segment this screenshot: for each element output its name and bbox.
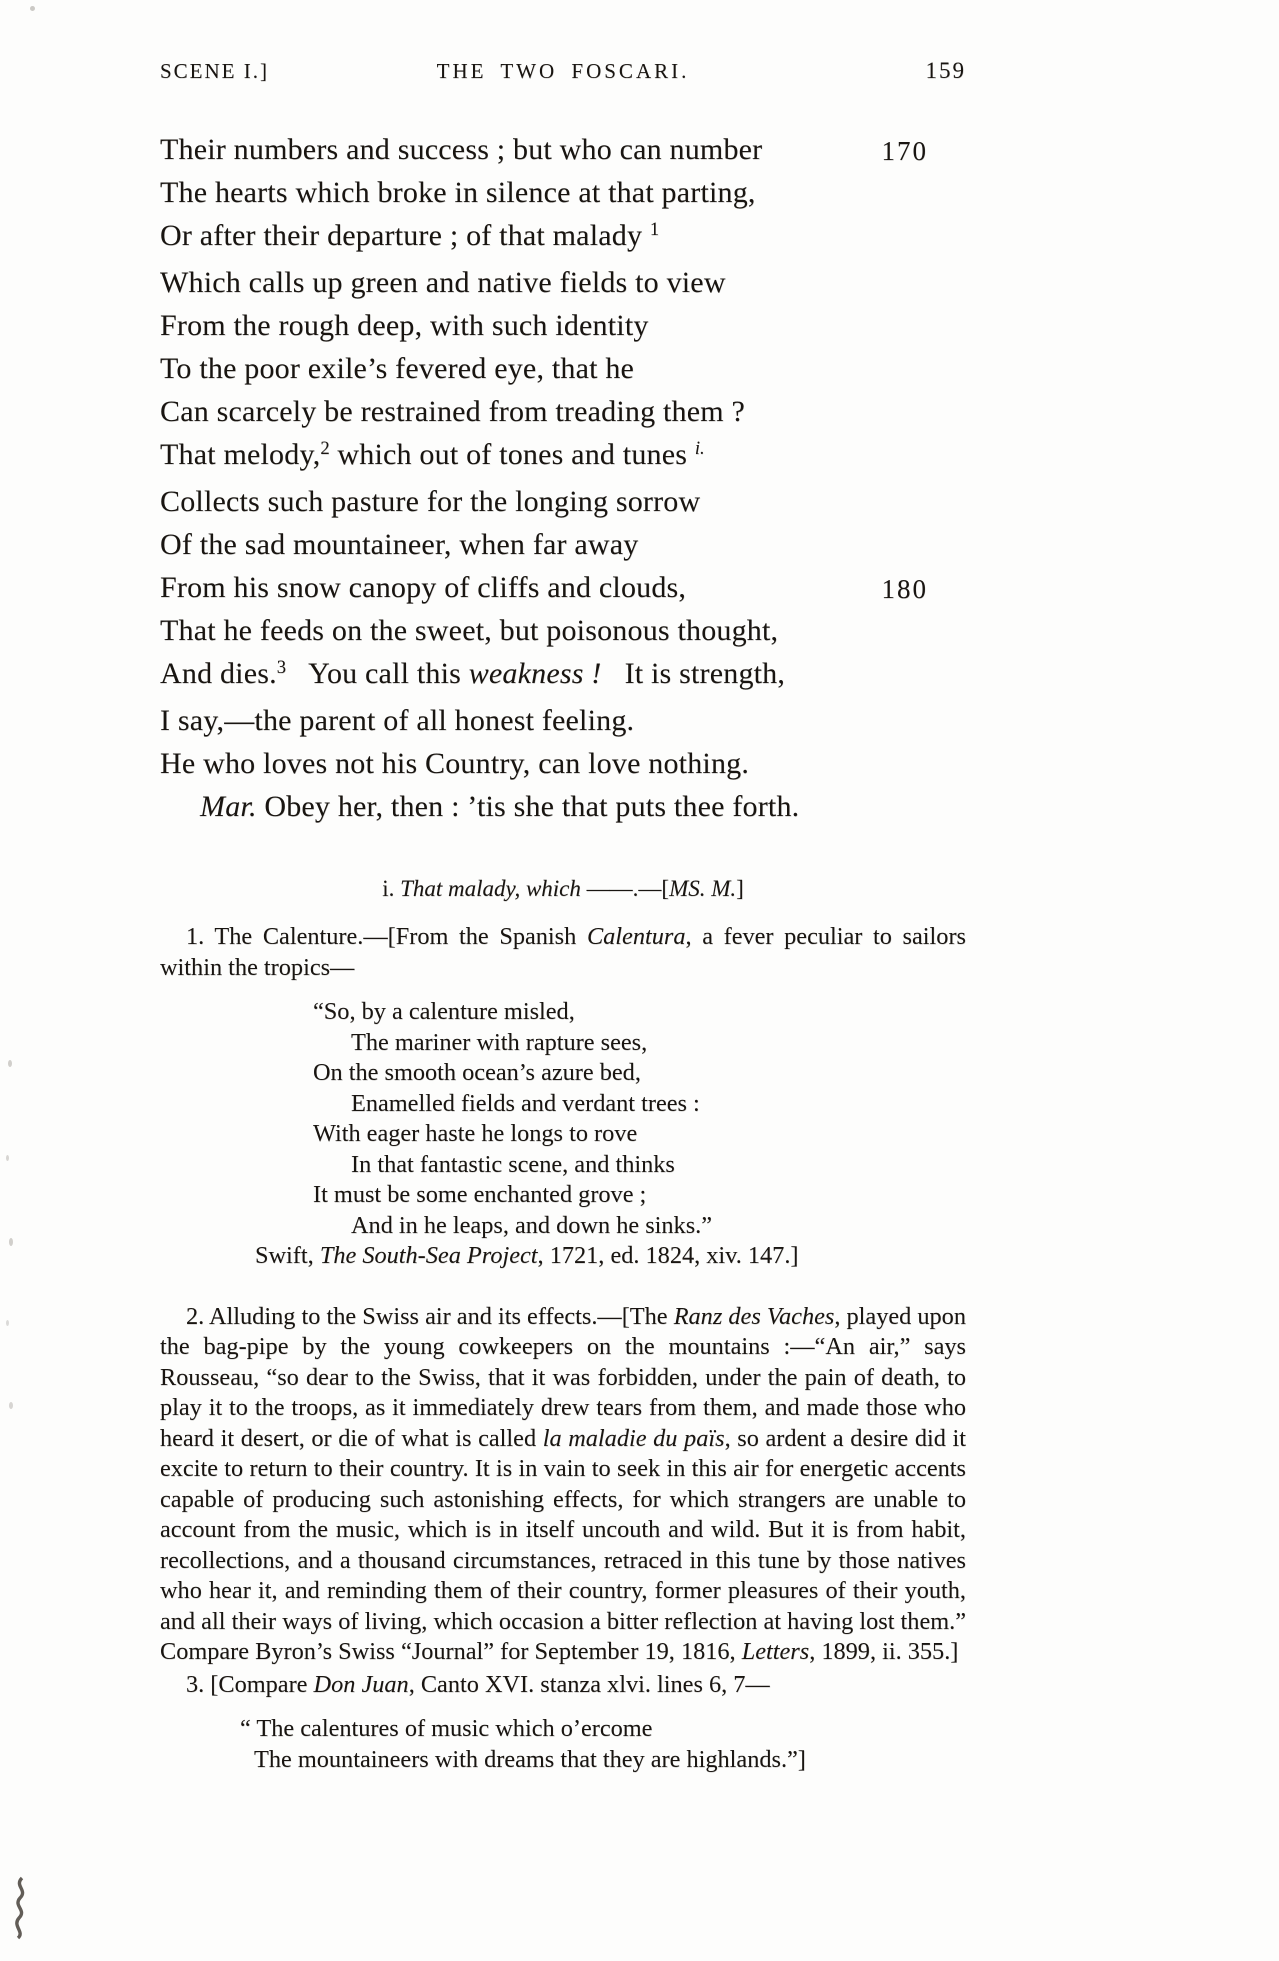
verse-line-text xyxy=(200,790,799,823)
variant-note xyxy=(160,876,966,902)
scan-speck xyxy=(8,1060,12,1067)
text-segment: You call this xyxy=(286,657,469,690)
text-segment: 2. Alluding to the Swiss air and its effects.—[The xyxy=(186,1302,674,1330)
text-segment: , so ardent a desire did it excite to return to their country. It is in vain to seek in this air for energetic accents capable of producing such astonishing effects, for which strangers are unable to account from the music, which is in itself uncouth and wild. But it is from habit, recollections, and a thousand circumstances, retraced in this tune by those natives who hear it, and reminding them of their country, former pleasures of their youth, and all their ways of living, which occasion a bitter reflection at having lost them.” Compare Byron’s Swiss “Journal” for September 19, 1816, xyxy=(160,1424,967,1665)
footnotes xyxy=(160,922,966,1775)
verse-block xyxy=(160,128,966,828)
footnote-quote-line xyxy=(240,1745,966,1776)
verse-line xyxy=(160,523,966,566)
footnote-quote-line xyxy=(313,1119,966,1150)
footnote-quote-line xyxy=(313,1089,966,1120)
verse-line xyxy=(160,433,966,480)
page-content xyxy=(160,0,966,1775)
text-segment: The mariner with rapture sees, xyxy=(351,1028,648,1056)
verse-line xyxy=(160,609,966,652)
text-segment: Enamelled fields and verdant trees : xyxy=(351,1089,700,1117)
text-segment: ——.—[ xyxy=(580,876,670,901)
footnote-quote-line xyxy=(313,1150,966,1181)
text-segment: To the poor exile’s fevered eye, that he xyxy=(160,352,635,385)
text-segment: Letters xyxy=(741,1638,810,1665)
verse-line-text xyxy=(160,528,639,561)
verse-line xyxy=(160,390,966,433)
text-segment: “So, by a calenture misled, xyxy=(313,998,575,1025)
text-segment: , played upon the bag-pipe by the young cowkeepers on the mountains :—“An air,” says Rousseau, “so dear to the Swiss, that it was forbidden, under the pain of death, to play it to the troops, as it immediately drew tears from them, and made those who heard it desert, or die of what is called xyxy=(160,1302,966,1452)
verse-line xyxy=(160,261,966,304)
verse-line-text xyxy=(160,747,749,780)
text-segment: On the smooth ocean’s azure bed, xyxy=(313,1059,641,1086)
verse-line-text xyxy=(160,395,745,428)
verse-line xyxy=(160,214,966,261)
verse-line-text xyxy=(160,266,726,299)
text-segment: From the rough deep, with such identity xyxy=(160,309,649,342)
text-segment: That melody, xyxy=(160,438,321,471)
scan-artifact xyxy=(10,1876,40,1940)
verse-line-text xyxy=(160,657,785,690)
text-segment: la maladie du païs xyxy=(542,1424,725,1452)
text-segment: That he feeds on the sweet, but poisonous thought, xyxy=(160,614,779,647)
text-segment: And in he leaps, and down he sinks.” xyxy=(351,1211,713,1239)
text-segment: , Canto XVI. stanza xlvi. lines 6, 7— xyxy=(408,1670,770,1698)
verse-line-text xyxy=(160,352,634,385)
text-segment: In that fantastic scene, and thinks xyxy=(351,1150,675,1178)
text-segment: The mountaineers with dreams that they are highlands.”] xyxy=(254,1745,806,1773)
verse-line xyxy=(160,171,966,214)
text-segment: 1 xyxy=(649,218,660,240)
footnote-quote-line xyxy=(313,1211,966,1242)
text-segment: Of the sad mountaineer, when far away xyxy=(160,528,639,561)
footnote-paragraph xyxy=(160,922,966,983)
scan-speck xyxy=(9,1402,13,1409)
text-segment: Swift, xyxy=(255,1242,320,1269)
text-segment: 3. [Compare xyxy=(186,1670,314,1698)
verse-line xyxy=(160,128,966,171)
verse-line xyxy=(160,785,966,828)
footnote-quote-line xyxy=(313,997,966,1028)
scene-label: SCENE I.] xyxy=(160,59,269,83)
text-segment: which out of tones and tunes xyxy=(329,438,695,471)
verse-line-number: 170 xyxy=(881,136,928,166)
text-segment: MS. M. xyxy=(669,876,737,901)
text-segment: The South-Sea Project xyxy=(319,1242,538,1269)
text-segment: With eager haste he longs to rove xyxy=(313,1120,638,1147)
footnote-quote-line xyxy=(313,1180,966,1211)
verse-line-number: 180 xyxy=(881,574,928,604)
verse-line-text xyxy=(160,133,762,166)
scan-speck xyxy=(30,6,35,11)
text-segment: , 1721, ed. 1824, xiv. 147.] xyxy=(537,1242,799,1269)
verse-line-text xyxy=(160,176,756,209)
text-segment: Don Juan xyxy=(313,1670,409,1698)
footnote-quote xyxy=(240,1714,966,1775)
text-segment: Collects such pasture for the longing sorrow xyxy=(160,485,701,518)
text-segment: I say,—the parent of all honest feeling. xyxy=(160,704,635,737)
text-segment: Their numbers and success ; but who can number xyxy=(160,133,763,166)
text-segment: Can scarcely be restrained from treading them ? xyxy=(160,395,745,428)
scan-speck xyxy=(6,1320,9,1326)
text-segment: Which calls up green and native fields to view xyxy=(160,266,726,299)
text-segment: The hearts which broke in silence at that parting, xyxy=(160,176,756,209)
text-segment: “ The calentures of music which o’ercome xyxy=(240,1715,653,1742)
verse-line-text xyxy=(160,704,634,737)
text-segment: 1. The Calenture.—[From the Spanish xyxy=(186,923,587,950)
verse-line-text xyxy=(160,614,778,647)
text-segment: Ranz des Vaches xyxy=(673,1302,835,1330)
running-title: THE TWO FOSCARI. xyxy=(436,59,690,83)
text-segment: Calentura xyxy=(586,923,686,950)
text-segment: , 1899, ii. 355.] xyxy=(809,1638,959,1665)
verse-line-text xyxy=(160,571,686,604)
verse-line xyxy=(160,347,966,390)
verse-line xyxy=(160,304,966,347)
text-segment: He who loves not his Country, can love nothing. xyxy=(160,747,750,780)
text-segment: Mar. xyxy=(200,790,257,823)
page-number: 159 xyxy=(925,58,967,83)
text-segment: And dies. xyxy=(160,657,277,690)
text-segment: It must be some enchanted grove ; xyxy=(313,1181,647,1208)
text-segment: Or after their departure ; of that malady xyxy=(160,219,650,252)
footnote-paragraph xyxy=(160,1302,966,1668)
verse-line xyxy=(160,566,966,609)
text-segment: Obey her, then : ’tis she that puts thee forth. xyxy=(256,790,800,823)
scan-speck xyxy=(9,1238,13,1246)
text-segment: ] xyxy=(736,876,744,901)
verse-line xyxy=(160,480,966,523)
text-segment: i. xyxy=(382,876,401,901)
verse-line xyxy=(160,699,966,742)
text-segment: , a fever peculiar to sailors within the tropics— xyxy=(160,923,966,981)
footnote-citation xyxy=(255,1241,966,1272)
text-segment: It is strength, xyxy=(601,657,786,690)
verse-line-text xyxy=(160,438,705,471)
footnote-quote-line xyxy=(313,1028,966,1059)
scan-speck xyxy=(6,1155,9,1161)
verse-line-text xyxy=(160,485,700,518)
footnote-quote xyxy=(313,997,966,1241)
verse-line xyxy=(160,652,966,699)
verse-line xyxy=(160,742,966,785)
text-segment: 3 xyxy=(276,656,287,678)
footnote-paragraph xyxy=(160,1670,966,1701)
text-segment: That malady, which xyxy=(400,876,581,901)
text-segment: i. xyxy=(694,437,705,459)
footnote-quote-line xyxy=(240,1714,966,1745)
text-segment: 2 xyxy=(320,437,330,459)
verse-line-text xyxy=(160,309,649,342)
text-segment: weakness ! xyxy=(468,657,602,690)
verse-line-text xyxy=(160,219,659,252)
text-segment: From his snow canopy of cliffs and clouds, xyxy=(160,571,687,604)
page-header xyxy=(160,0,966,84)
footnote-quote-line xyxy=(313,1058,966,1089)
